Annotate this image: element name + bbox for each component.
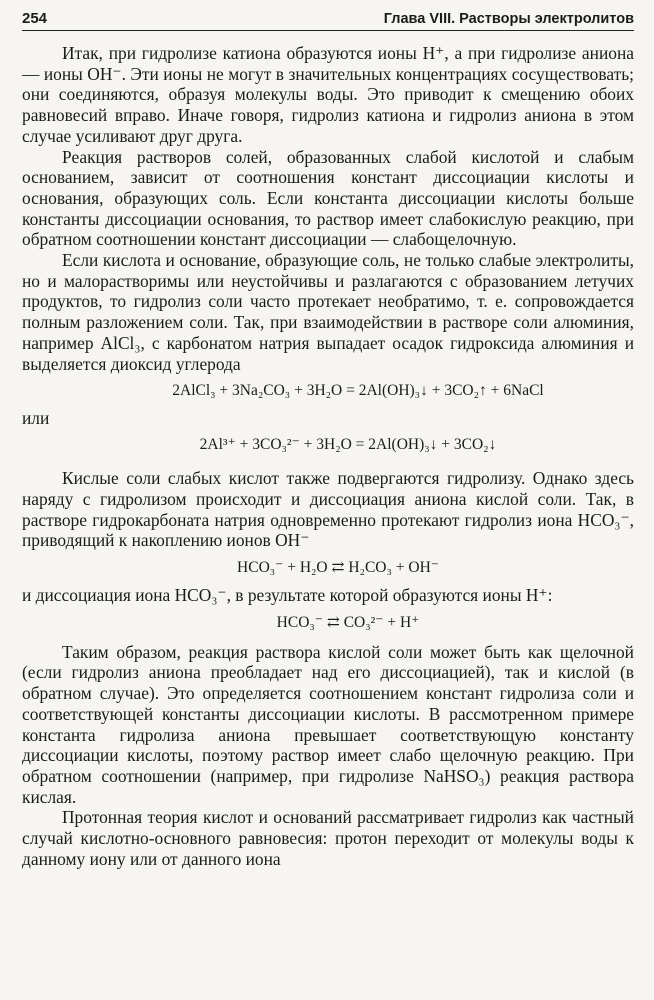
equation-bicarbonate-hydrolysis: HCO₃⁻ + H₂O ⇄ H₂CO₃ + OH⁻: [237, 559, 439, 577]
paragraph-3: Если кислота и основание, образующие соль, не только слабые электролиты, но и малорастворимы или неустойчивы и разлагаются с образованием летучих продуктов, то гидролиз соли часто протекает необратимо, т. е. сопровождается полным разложением соли. Так, при взаимодействии в растворе соли алюминия, например AlCl₃, с карбонатом натрия выпадает осадок гидроксида алюминия и выделяется диоксид углерода: [22, 250, 634, 374]
paragraph-7: Протонная теория кислот и оснований рассматривает гидролиз как частный случай кислотно-основного равновесия: протон переходит от молекулы воды к данному иону или от данного иона: [22, 807, 634, 869]
equation-aluminium-chloride: 2AlCl₃ + 3Na₂CO₃ + 3H₂O = 2Al(OH)₃↓ + 3CO₂↑ + 6NaCl: [172, 382, 544, 400]
running-title: Глава VIII. Растворы электролитов: [383, 11, 634, 27]
page-header: [22, 10, 634, 31]
paragraph-2: Реакция растворов солей, образованных слабой кислотой и слабым основанием, зависит от соотношения констант диссоциации кислоты и основания, образующих соль. Если константа диссоциации кислоты больше константы диссоциации основания, то раствор имеет слабокислую реакцию, при обратном соотношении констант диссоциации — слабощелочную.: [22, 146, 634, 250]
paragraph-5: и диссоциация иона HCO₃⁻, в результате которой образуются ионы H⁺:: [22, 585, 553, 606]
equation-ionic-form: 2Al³⁺ + 3CO₃²⁻ + 3H₂O = 2Al(OH)₃↓ + 3CO₂↓: [199, 436, 497, 454]
or-word: или: [22, 408, 50, 429]
equation-bicarbonate-dissociation: HCO₃⁻ ⇄ CO₃²⁻ + H⁺: [276, 613, 420, 631]
paragraph-6: Таким образом, реакция раствора кислой соли может быть как щелочной (если гидролиз аниона преобладает над его диссоциацией), так и кислой (в обратном случае). Это определяется соотношением констант гидролиза соли и соответствующей константы диссоциации кислоты. В рассмотренном примере константа гидролиза аниона превышает соответствующую константу диссоциации кислоты, поэтому раствор имеет слабо щелочную реакцию. При обратном соотношении (например, при гидролизе NaHSO₃) реакция раствора кислая.: [22, 641, 634, 807]
paragraph-1: Итак, при гидролизе катиона образуются ионы H⁺, а при гидролизе аниона — ионы OH⁻. Эти ионы не могут в значительных концентрациях сосуществовать; они соединяются, образуя молекулы воды. Это приводит к смещению обоих равновесий вправо. Иначе говоря, гидролиз катиона и гидролиз аниона в этом случае усиливают друг друга.: [22, 43, 634, 146]
page-number: 254: [22, 10, 48, 27]
paragraph-4: Кислые соли слабых кислот также подвергаются гидролизу. Однако здесь наряду с гидролизом происходит и диссоциация аниона кислой соли. Так, в растворе гидрокарбоната натрия одновременно протекают гидролиз иона HCO₃⁻, приводящий к накоплению ионов OH⁻: [22, 468, 634, 551]
